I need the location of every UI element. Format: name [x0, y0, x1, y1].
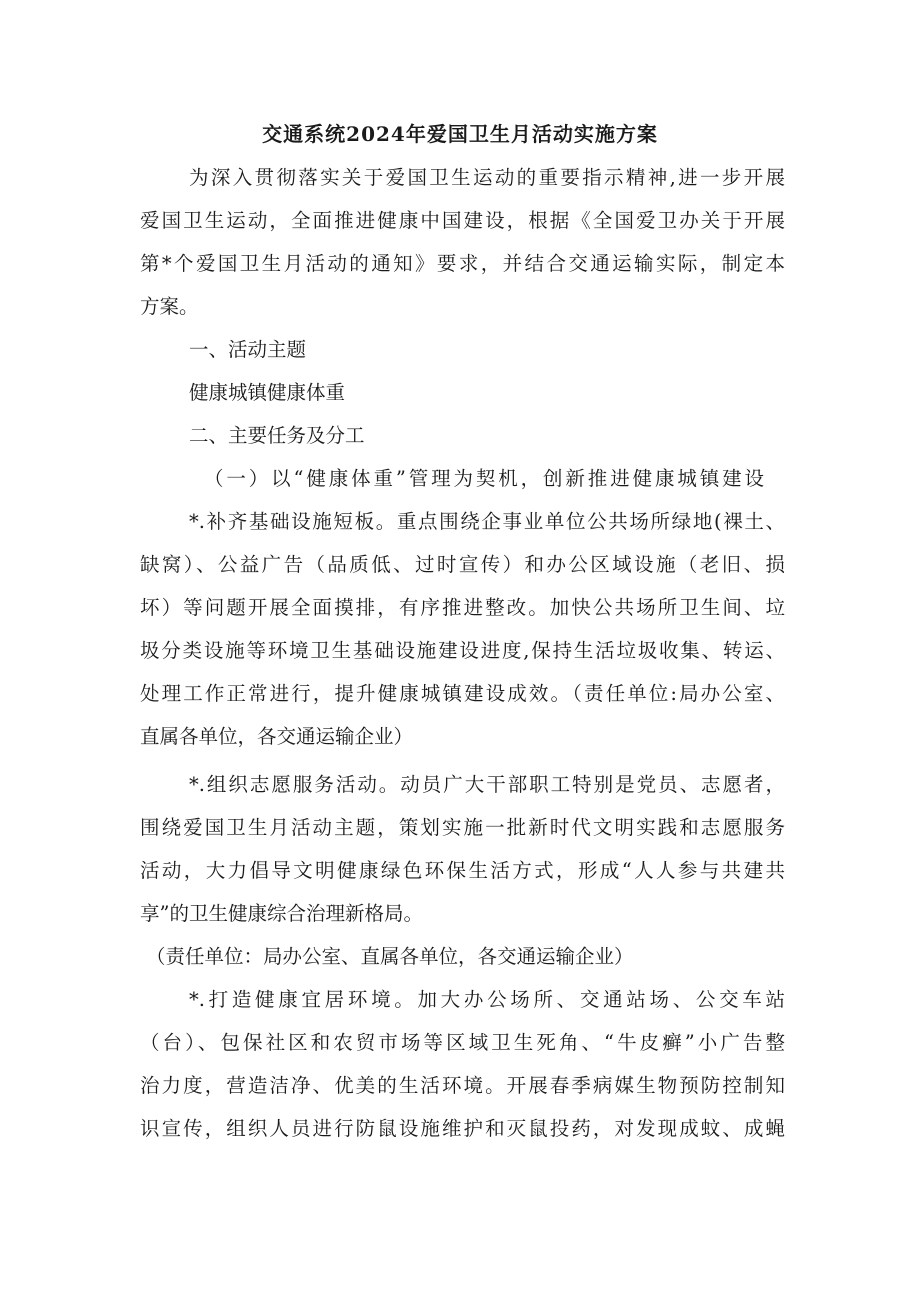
- item-line: 直属各单位，各交通运输企业）: [140, 725, 414, 748]
- item-line: 围绕爱国卫生月活动主题，策划实施一批新时代文明实践和志愿服务: [140, 816, 785, 839]
- item-line: 缺窝）、公益广告（品质低、过时宣传）和办公区域设施（老旧、损: [140, 553, 785, 576]
- item-line: 治力度，营造洁净、优美的生活环境。开展春季病媒生物预防控制知: [140, 1074, 785, 1097]
- activity-theme: 健康城镇健康体重: [189, 381, 346, 404]
- item-line: *.组织志愿服务活动。动员广大干部职工特别是党员、志愿者，: [189, 773, 785, 796]
- item-line: 坏）等问题开展全面摸排，有序推进整改。加快公共场所卫生间、垃: [140, 596, 785, 619]
- document-title: 交通系统2024年爱国卫生月活动实施方案: [262, 122, 658, 146]
- item-line: *.打造健康宜居环境。加大办公场所、交通站场、公交车站: [189, 988, 785, 1011]
- item-line: 识宣传，组织人员进行防鼠设施维护和灭鼠投药，对发现成蚊、成蝇: [140, 1117, 785, 1140]
- intro-line: 第*个爱国卫生月活动的通知》要求，并结合交通运输实际，制定本: [140, 252, 785, 275]
- subsection-heading: （一）以“健康体重”管理为契机，创新推进健康城镇建设: [204, 467, 764, 490]
- item-line: （台）、包保社区和农贸市场等区域卫生死角、“牛皮癣”小广告整: [140, 1031, 785, 1054]
- intro-line: 方案。: [140, 295, 199, 318]
- item-line: 活动，大力倡导文明健康绿色环保生活方式，形成“人人参与共建共: [140, 859, 785, 882]
- item-line: 享”的卫生健康综合治理新格局。: [140, 902, 423, 925]
- section-heading: 一、活动主题: [189, 338, 307, 361]
- item-line: *.补齐基础设施短板。重点围绕企事业单位公共场所绿地(裸土、: [189, 510, 785, 533]
- responsibility-note: （责任单位：局办公室、直属各单位，各交通运输企业）: [146, 945, 634, 968]
- intro-line: 为深入贯彻落实关于爱国卫生运动的重要指示精神,进一步开展: [189, 166, 785, 189]
- item-line: 处理工作正常进行，提升健康城镇建设成效。（责任单位:局办公室、: [140, 682, 785, 705]
- section-heading: 二、主要任务及分工: [189, 424, 365, 447]
- item-line: 圾分类设施等环境卫生基础设施建设进度,保持生活垃圾收集、转运、: [140, 639, 785, 662]
- intro-line: 爱国卫生运动，全面推进健康中国建设，根据《全国爱卫办关于开展: [140, 209, 785, 232]
